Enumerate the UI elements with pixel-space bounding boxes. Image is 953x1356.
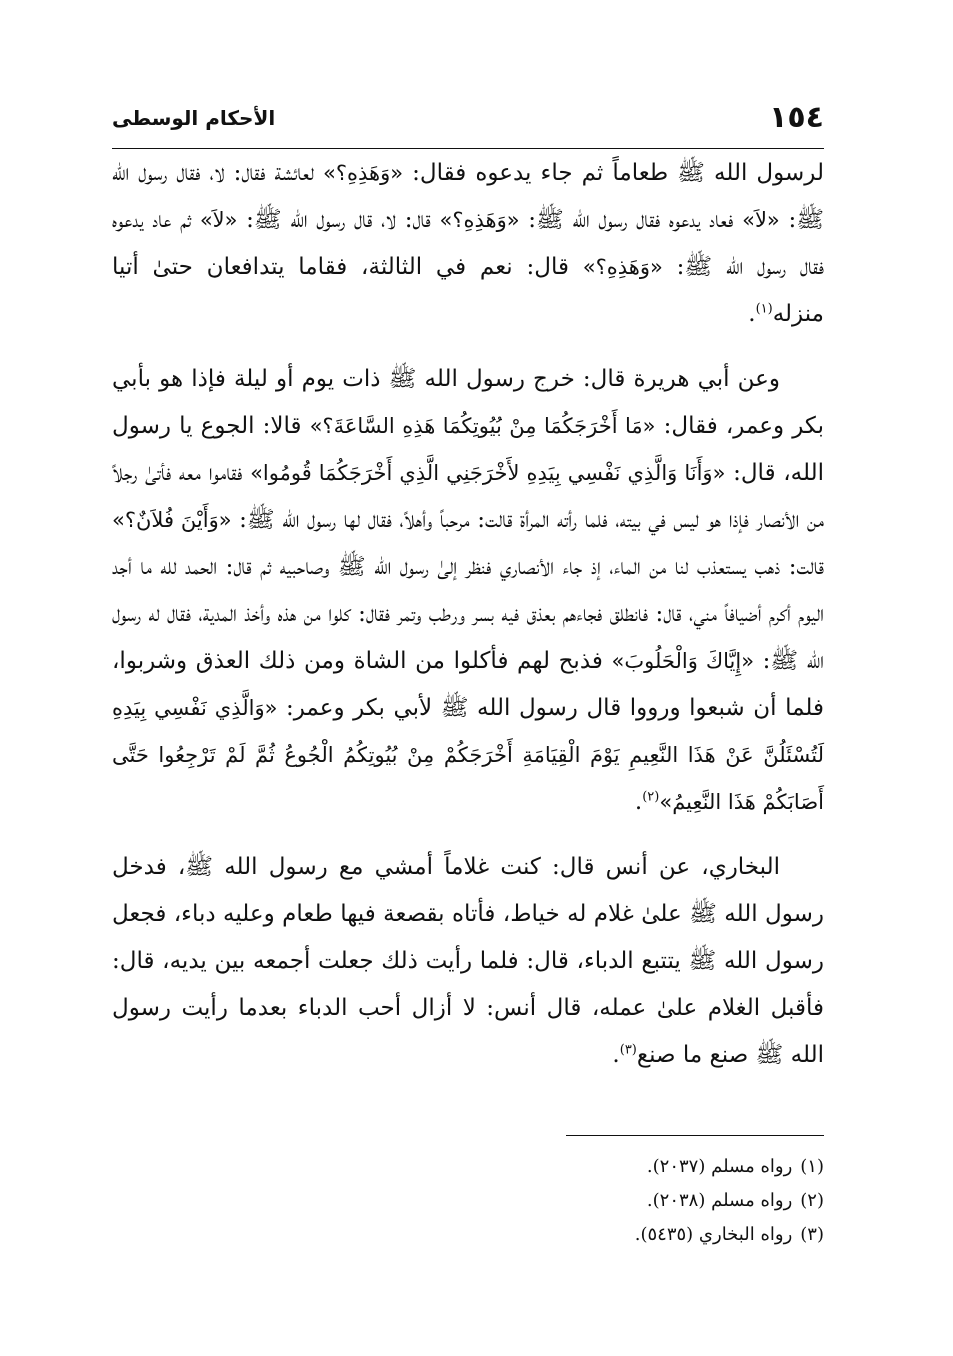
page-header (112, 98, 824, 144)
text-run: . (634, 789, 643, 815)
text-run: فعاد يدعوه فقال رسول الله ﷺ: (519, 207, 743, 233)
footnote-3 (424, 1218, 824, 1252)
footnote-text: رواه البخاري (٥٤٣٥). (634, 1224, 793, 1245)
footnote-ref-3[interactable]: (٣) (619, 1042, 637, 1058)
text-run: قال: لا، قال رسول الله ﷺ: (237, 207, 440, 233)
paragraph-3 (112, 844, 824, 1079)
running-title: الأحكام الوسطى (112, 106, 276, 130)
hadith-quote: «وَهَذِهِ؟» (439, 208, 520, 232)
hadith-quote: «وَأَنَا وَالَّذِي نَفْسِي بِيَدِهِ لأَخْرَجَنِي الَّذِي أَخْرَجَكُمَا قُومُوا» (250, 461, 726, 485)
text-run: وعن أبي هريرة قال: خرج رسول الله ﷺ ذات يوم أو ليلة فإذا هو بأبي بكر وعمر، فقال: (112, 366, 825, 439)
paragraph-1 (112, 150, 824, 338)
paragraph-2 (112, 356, 824, 826)
hadith-quote: «إِيَّاكَ وَالْحَلُوبَ» (611, 649, 755, 673)
text-run: قالا: الجوع يا رسول الله، قال: (112, 413, 825, 486)
footnote-1 (424, 1150, 824, 1184)
text-run: لرسول الله ﷺ طعاماً ثم جاء يدعوه فقال: (403, 160, 824, 186)
footnotes (424, 1150, 824, 1252)
hadith-quote: «لاَ» (742, 208, 780, 232)
text-run: قال: نعم في الثالثة، فقاما يتدافعان حتىٰ أتيا منزله (112, 254, 824, 327)
footnote-text: رواه مسلم (٢٠٣٨). (646, 1190, 793, 1211)
text-run: قالت: ذهب يستعذب لنا من الماء، إذ جاء الأنصاري فنظر إلىٰ رسول الله ﷺ وصاحبيه ثم قال: الحمد لله ما أجد اليوم أكرم أضيافاً مني، قال: فانطلق فجاءهم بعذق فيه بسر ورطب وتمر فقال: كلوا من هذه وأخذ المدية، فقال له رسول الله ﷺ: (112, 554, 824, 674)
page-number: ١٥٤ (769, 100, 824, 135)
hadith-quote: «وَهَذِهِ؟» (582, 255, 663, 279)
text-run: . (748, 301, 756, 327)
text-run: لعائشة فقال: لا، فقال رسول الله ﷺ: (112, 160, 824, 233)
main-text (112, 150, 824, 1079)
text-run: فقاموا معه فأتىٰ رجلاً من الأنصار فإذا هو ليس في بيته، فلما رأته المرأة قالت: مرحباً وأهلاً، فقال لها رسول الله ﷺ: (112, 460, 824, 533)
hadith-quote: «وَهَذِهِ؟» (323, 161, 404, 185)
text-run: . (612, 1042, 620, 1068)
hadith-quote: «لاَ» (199, 208, 238, 232)
footnote-ref-2[interactable]: (٢) (642, 789, 660, 805)
header-rule (112, 148, 824, 149)
hadith-quote: «وَالَّذِي نَفْسِي بِيَدِهِ لَتُسْئَلُنَّ عَنْ هَذَا النَّعِيمِ يَوْمَ الْقِيَامَةِ أَخْرَجَكُمْ مِنْ بُيُوتِكُمُ الْجُوعُ ثُمَّ لَمْ تَرْجِعُوا حَتَّى أَصَابَكُمْ هَذَا النَّعِيمُ» (112, 696, 824, 814)
footnote-rule (566, 1135, 824, 1136)
hadith-quote: «وَأَيْنَ فُلاَنٌ؟» (112, 508, 232, 532)
footnote-2 (424, 1184, 824, 1218)
footnote-number: (٢) (800, 1190, 824, 1211)
footnote-number: (١) (800, 1156, 824, 1177)
text-run: فذبح لهم فأكلوا من الشاة ومن ذلك العذق وشربوا، فلما أن شبعوا ورووا قال رسول الله ﷺ لأبي بكر وعمر: (112, 648, 824, 721)
hadith-quote: «مَا أَخْرَجَكُمَا مِنْ بُيُوتِكُمَا هَذِهِ السَّاعَةَ؟» (309, 414, 656, 438)
text-run: البخاري، عن أنس قال: كنت غلاماً أمشي مع رسول الله ﷺ، فدخل رسول الله ﷺ علىٰ غلام له خياط، فأتاه بقصعة فيها طعام وعليه دباء، فجعل رسول الله ﷺ يتتبع الدباء، قال: فلما رأيت ذلك جعلت أجمعه بين يديه، قال: فأقبل الغلام علىٰ عمله، قال أنس: لا أزال أحب الدباء بعدما رأيت رسول الله ﷺ صنع ما صنع (112, 854, 824, 1068)
footnote-number: (٣) (800, 1224, 824, 1245)
text-run: ثم عاد يدعوه فقال رسول الله ﷺ: (112, 207, 825, 280)
footnote-ref-1[interactable]: (١) (755, 301, 773, 317)
footnote-text: رواه مسلم (٢٠٣٧). (646, 1156, 793, 1177)
